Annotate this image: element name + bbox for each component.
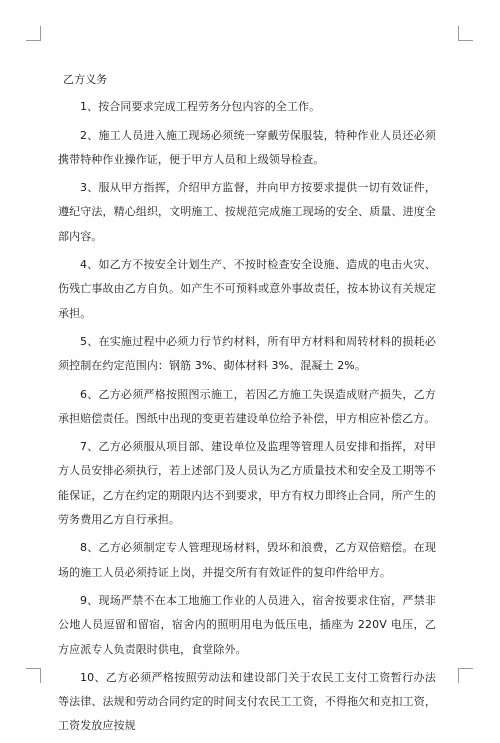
crop-mark-bottom-right: [458, 668, 473, 683]
paragraph-7: 7、乙方必须服从项目部、建设单位及监理等管理人员安排和指挥，对甲方人员安排必须执行，若上述部门及人员认为乙方质量技术和安全及工期等不能保证，乙方在约定的期限内达不到要求，甲方有权力即终止合同，所产生的劳务费用乙方自行承担。: [58, 440, 436, 527]
paragraph-4: 4、如乙方不按安全计划生产、不按时检查安全设施、造成的电击火灾、伤残亡事故由乙方自负。如产生不可预料或意外事故责任，按本协议有关规定承担。: [58, 258, 436, 320]
section-heading: 乙方义务: [63, 73, 108, 86]
paragraph-5: 5、在实施过程中必须力行节约材料，所有甲方材料和周转材料的损耗必须控制在约定范围内：钢筋 3%、砌体材料 3%、混凝土 2%。: [58, 334, 436, 373]
crop-mark-top-left: [26, 26, 41, 41]
paragraph-10: 10、乙方必须严格按照劳动法和建设部门关于农民工支付工资暂行办法等法律、法规和劳动合同约定的时间支付农民工工资，不得拖欠和克扣工资，工资发放应按规: [58, 670, 436, 733]
crop-mark-bottom-left: [26, 668, 41, 683]
paragraph-2: 2、施工人员进入施工现场必须统一穿戴劳保服装，特种作业人员还必须携带特种作业操作证，便于甲方人员和上级领导检查。: [58, 128, 436, 166]
paragraph-1: 1、按合同要求完成工程劳务分包内容的全工作。: [80, 100, 321, 114]
paragraph-6: 6、乙方必须严格按照图示施工，若因乙方施工失误造成财产损失，乙方承担赔偿责任。图纸中出现的变更若建设单位给予补偿，甲方相应补偿乙方。: [58, 387, 436, 425]
paragraph-8: 8、乙方必须制定专人管理现场材料，毁坏和浪费，乙方双倍赔偿。在现场的施工人员必须持证上岗，并提交所有有效证件的复印件给甲方。: [58, 541, 436, 579]
paragraph-3: 3、服从甲方指挥，介绍甲方监督，并向甲方按要求提供一切有效证件，遵纪守法，精心组织，文明施工、按规范完成施工现场的安全、质量、进度全部内容。: [58, 181, 436, 243]
paragraph-9: 9、现场严禁不在本工地施工作业的人员进入，宿舍按要求住宿，严禁非公地人员逗留和留宿，宿舍内的照明用电为低压电，插座为 220V 电压，乙方应派专人负责限时供电，食堂除外。: [58, 593, 436, 656]
crop-mark-top-right: [458, 26, 473, 41]
document-body: [58, 68, 436, 743]
